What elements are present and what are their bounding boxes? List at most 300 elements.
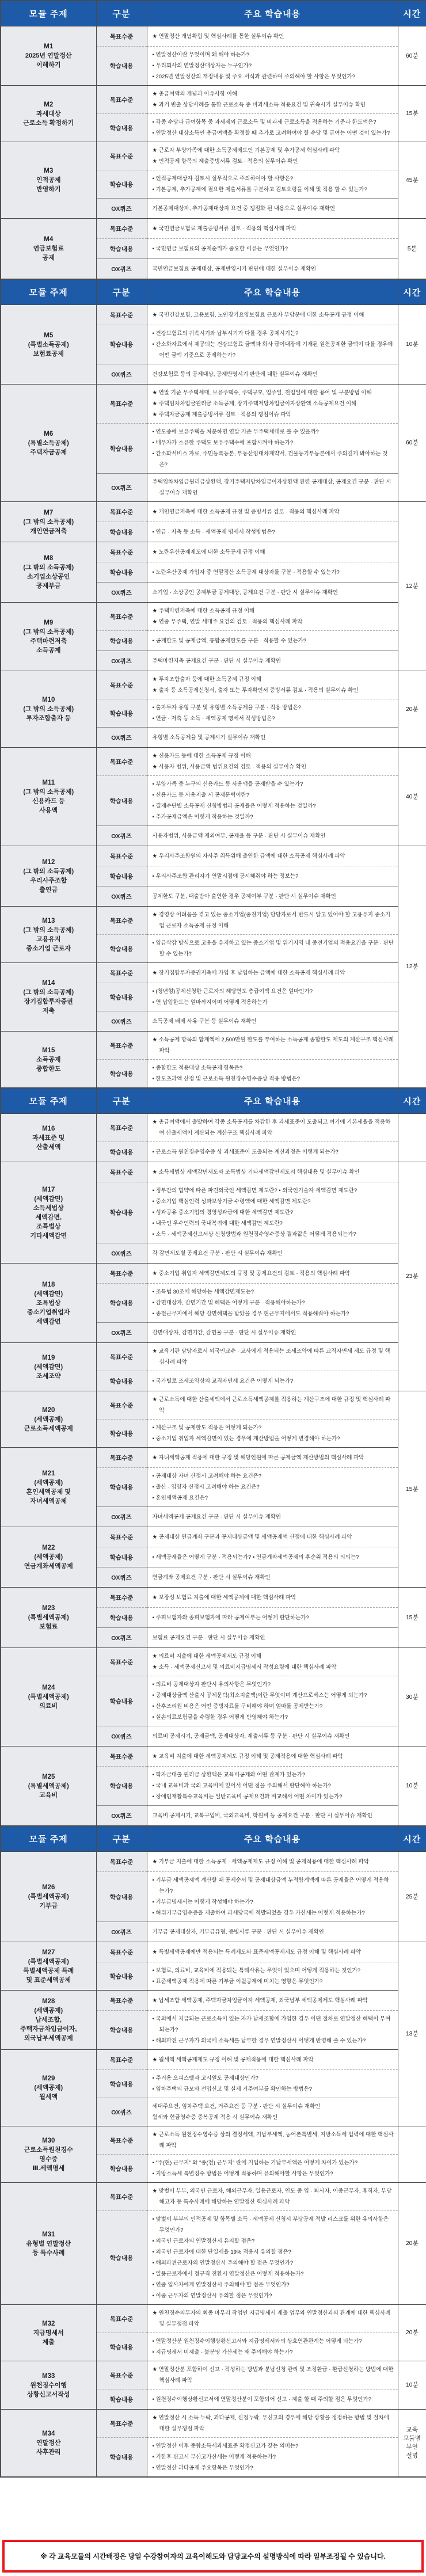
content-cell (147, 562, 398, 583)
time-line: 10분 (405, 341, 419, 348)
module-title-line: 제출 (42, 2338, 55, 2346)
module-title-line: (세액공제) (34, 1479, 63, 1486)
goal-line: ★ 과거 빈출 상담사례를 통한 근로소득 중 비과세소득 적용요건 및 귀속시기 실무이슈 확인 (152, 102, 366, 108)
content-cell (147, 2305, 398, 2333)
module-m3-row-goal (1, 142, 426, 170)
column-header-type: 구분 (96, 1, 147, 26)
module-title-line: 세액감면, (35, 1213, 62, 1221)
content-cell (147, 1726, 398, 1746)
row-type-cell: OX퀴즈 (96, 2098, 147, 2126)
row-type-cell: 학습내용 (96, 47, 147, 86)
module-title-line: 개인연금저축 (30, 527, 67, 535)
content-cell (147, 671, 398, 699)
content-cell (147, 474, 398, 502)
content-cell (147, 86, 398, 114)
module-title-cell-m15 (1, 1032, 96, 1089)
module-title-line: (그 밖의 소득공제) (23, 989, 74, 996)
module-title-cell-m21 (1, 1448, 96, 1527)
column-header-content: 주요 학습내용 (147, 1826, 398, 1852)
content-cell (147, 866, 398, 886)
module-title-line: 공제부금 (36, 583, 61, 589)
module-id: M13 (42, 917, 55, 924)
content-cell (147, 1806, 398, 1827)
module-title-line: 영수증 (39, 2155, 58, 2163)
module-title-cell-m26 (1, 1852, 96, 1942)
module-id: M18 (42, 1281, 55, 1288)
row-type-cell: 목표수준 (96, 2126, 147, 2155)
content-cell (147, 114, 398, 142)
content-cell (147, 2410, 398, 2438)
content-cell (147, 1114, 398, 1142)
goal-line: ★ 총급여액의 개념과 이슈사항 이해 (152, 91, 238, 97)
module-id: M9 (44, 619, 54, 626)
column-header-module: 모듈 주제 (1, 1, 96, 26)
module-title-line: 소득공제 (36, 1056, 61, 1063)
module-title-cell-m19 (1, 1343, 96, 1391)
content-cell (147, 2389, 398, 2410)
content-line: • “주(현) 근무지” 와 “종(전) 근무지” 란에 기입하는 기납부세액은 어떻게 차이가 있는가? (152, 2160, 358, 2166)
ox-line: 교육비 공제시기, 교복구입비, 국외교육비, 학원비 등 공제요건 구분 · 판단 시 실무이슈 재확인 (152, 1812, 372, 1819)
module-title-cell-m13 (1, 907, 96, 963)
content-line: • 연금 · 저축 등 소득 · 세액공제 명세서 작성방법은? (152, 716, 275, 722)
goal-line: ★ 총급여액에서 출발하여 각종 소득공제를 차감한 후 과세표준이 도출되고 여기에 기본세율을 적용하여 산출세액이 계산되는 계산구조 핵심사례 파악 (152, 1119, 391, 1136)
module-title-line: (특별소득공제) (28, 341, 69, 348)
content-cell (147, 26, 398, 47)
row-type-cell: 학습내용 (96, 1547, 147, 1567)
goal-line: ★ 납세조합 세액공제, 주택자금차입금이자 세액공제, 외국납부 세액공제제도 핵심사례 파악 (152, 1997, 368, 2004)
time-cell (398, 2410, 426, 2478)
module-m24-row-goal (1, 1648, 426, 1676)
goal-line: ★ 사용자 범위, 사용금액 범위요건의 검토 · 적용의 실무이슈 확인 (152, 764, 307, 770)
module-title-cell-m24 (1, 1648, 96, 1746)
module-id: M31 (42, 2231, 55, 2238)
module-title-line: 보험료 (39, 1623, 58, 1630)
time-line: 45분 (405, 176, 419, 184)
module-title-cell-m2 (1, 86, 96, 142)
module-id: M7 (44, 509, 54, 516)
column-header-time: 시간 (398, 279, 426, 305)
table-header-row-2 (1, 279, 426, 305)
row-type-cell: 학습내용 (96, 2070, 147, 2098)
content-cell (147, 47, 398, 86)
content-cell (147, 2183, 398, 2211)
content-line: • 조특법 30조에 해당하는 세액감면제도는? (152, 1289, 254, 1295)
module-m14-row-goal (1, 963, 426, 983)
module-title-cell-m5 (1, 305, 96, 385)
module-title-line: (그 밖의 소득공제) (23, 868, 74, 875)
module-title-line: (세액공제) (34, 2007, 63, 2014)
module-m12-row-goal (1, 846, 426, 866)
module-title-line: 지급명세서 (33, 2329, 64, 2337)
column-header-time: 시간 (398, 1088, 426, 1114)
module-id: M2 (44, 101, 54, 108)
module-m32-row-goal (1, 2305, 426, 2333)
content-line: • 주거용 오피스텔과 고시원도 공제대상인가? (152, 2075, 258, 2082)
row-type-cell: 학습내용 (96, 2438, 147, 2478)
content-line: • 근로소득 원천징수영수증 상 과세표준이 도출되는 계산과정은 어떻게 되는가? (152, 1148, 338, 1155)
content-cell (147, 2126, 398, 2155)
time-cell (398, 671, 426, 748)
module-title-cell-m23 (1, 1588, 96, 1648)
time-line: 10분 (405, 2381, 419, 2388)
time-cell (398, 142, 426, 219)
module-title-line: 우리사주조합 (30, 877, 67, 884)
row-type-cell: 학습내용 (96, 1676, 147, 1726)
row-type-cell: 목표수준 (96, 1746, 147, 1767)
content-cell (147, 364, 398, 385)
module-id: M1 (44, 43, 54, 50)
time-cell (398, 26, 426, 86)
goal-line: ★ 장기집합투자증권저축에 가입 후 납입하는 금액에 대한 소득공제 핵심사례 파악 (152, 969, 345, 976)
module-title-line: (그 밖의 소득공제) (23, 629, 74, 636)
module-id: M21 (42, 1470, 55, 1477)
time-line: 60분 (405, 52, 419, 59)
row-type-cell: 학습내용 (96, 699, 147, 728)
content-line: • 산후조리원 비용은 어떤 증빙자료를 구비해야 하며 얼마를 공제받는가? (152, 1703, 323, 1710)
content-cell (147, 603, 398, 631)
content-line: • 종합한도 적용대상 소득공제 항목은? (152, 1065, 243, 1071)
content-cell (147, 1872, 398, 1922)
module-title-line: (세액감면) (34, 1195, 63, 1203)
module-id: M32 (42, 2320, 55, 2327)
time-line: 15분 (405, 1485, 419, 1493)
content-line: • 기한후 신고시 무신고가산세는 어떻게 적용하는가? (152, 2454, 276, 2460)
module-id: M30 (42, 2137, 55, 2144)
content-line: • 장애인재활특수교육비는 일반교육비 공제요건과 비교해서 어떤 차이가 있는가? (152, 1794, 343, 1800)
content-line: • 임차주택의 규모와 전입신고 및 실제 거주여부를 확인하는 방법은? (152, 2086, 313, 2092)
module-title-line: 과세표준 및 (32, 1134, 65, 1141)
row-type-cell: 목표수준 (96, 1343, 147, 1371)
time-adjustment-note (2, 2540, 424, 2573)
module-id: M25 (42, 1773, 55, 1780)
module-title-line: (특별세액공제) (28, 1782, 69, 1790)
module-title-cell-m6 (1, 385, 96, 502)
content-cell (147, 583, 398, 603)
row-type-cell: 목표수준 (96, 1942, 147, 1962)
module-m2-row-goal (1, 86, 426, 114)
content-line: • 실손의료보험금을 수령한 경우 어떻게 반영해야 하는가? (152, 1714, 288, 1721)
content-line: • 연말정산 대상소득인 총급여액을 확정할 때 추가로 고려하여야 할 수당 및 급여는 어떤 것이 있는가? (152, 130, 390, 136)
content-line: • 학자금대출 원리금 상환액은 교육비공제와 어떤 관계가 있는가? (152, 1772, 306, 1778)
module-title-line: (그 밖의 소득공제) (23, 518, 74, 526)
time-cell (398, 748, 426, 846)
module-m22-row-goal (1, 1527, 426, 1547)
time-line: 60분 (405, 439, 419, 446)
content-cell (147, 1243, 398, 1264)
goal-line: ★ 연말정산 개념확립 및 핵심사례를 통한 실무이슈 확인 (152, 33, 284, 40)
ox-line: 국민연금보험료 공제대상, 공제반영시기 판단에 대한 실무이슈 재확인 (152, 265, 317, 272)
module-title-line: 종합한도 (36, 1065, 61, 1072)
module-id: M24 (42, 1684, 55, 1691)
goal-line: ★ 소득 · 세액공제신고서 및 의료비지급명세서 작성요령에 대한 핵심사례 파악 (152, 1664, 337, 1671)
goal-line: ★ 교육비 지출에 대한 세액공제제도 규정 이해 및 공제적용에 대한 핵심사례 파악 (152, 1753, 343, 1760)
content-line: • 공제한도 및 공제금액, 통합공제한도를 구분 · 적용할 수 있는가? (152, 637, 307, 644)
row-type-cell: 목표수준 (96, 603, 147, 631)
goal-line: ★ 연말정산분 포함하여 신고 · 작성하는 방법과 분납신청 관리 및 조정환급 · 환급신청하는 방법에 대한 핵심사례 파악 (152, 2366, 394, 2384)
content-cell (147, 983, 398, 1011)
row-type-cell: 목표수준 (96, 2183, 147, 2211)
row-type-cell: 목표수준 (96, 1527, 147, 1547)
module-title-line: 월세액 (39, 2094, 58, 2101)
module-m31-row-goal (1, 2183, 426, 2211)
content-line: • 보험료, 의료비, 교육비에 적용되는 특례사유는 무엇이 있으며 어떻게 적용하는 것인가? (152, 1968, 360, 1974)
content-line: • 국외에서 지급되는 근로소득이 있는 자가 납세조합에 가입한 경우 어떤 절차로 연말정산 혜택이 부여되는가? (152, 2016, 391, 2033)
ox-line: 연금계좌 공제요건 구분 · 판단 시 실무이슈 재확인 (152, 1574, 271, 1581)
module-title-line: 원천징수이행 (30, 2381, 67, 2389)
module-title-line: 조세조약 (36, 1372, 61, 1380)
time-line: 15분 (405, 110, 419, 117)
module-title-line: 산출세액 (36, 1143, 61, 1151)
row-type-cell: 목표수준 (96, 1588, 147, 1608)
goal-line: ★ 개인연금저축에 대한 소득공제 규정 및 증빙서류 검토 · 적용의 핵심사례 파악 (152, 508, 340, 515)
module-id: M27 (42, 1949, 55, 1956)
row-type-cell: 목표수준 (96, 1852, 147, 1872)
row-type-cell: 학습내용 (96, 776, 147, 826)
ox-line: 자녀세액공제 공제요건 구분 · 판단 시 실무이슈 재확인 (152, 1513, 282, 1520)
module-m7-row-goal (1, 502, 426, 522)
module-title-line: 투자조합출자 등 (26, 715, 71, 722)
content-cell (147, 1011, 398, 1032)
ox-line: 주택임차차입금원리금상환액, 장기주택저당차입금이자상환액 관련 공제대상, 공제요건 구분 · 판단 시 실무이슈 재확인 (152, 479, 391, 496)
row-type-cell: 목표수준 (96, 1648, 147, 1676)
content-line: • 종전근무지에서 해당 감면혜택을 받았을 경우 현근무지에서도 적용해줘야 하는가? (152, 1311, 349, 1317)
goal-line: ★ 보장성 보험료 지출에 대한 세액공제에 대한 핵심사례 파악 (152, 1594, 296, 1601)
row-type-cell: 학습내용 (96, 1371, 147, 1391)
content-cell (147, 1588, 398, 1608)
row-type-cell: 학습내용 (96, 1962, 147, 1991)
time-line: 교육 (406, 2426, 418, 2433)
ox-line: 건강보험료 등의 공제대상, 공제반영시기 판단에 대한 실무이슈 재확인 (152, 371, 318, 378)
row-type-cell: 목표수준 (96, 748, 147, 776)
time-line: 설명 (406, 2452, 418, 2459)
content-line: • 일용근로자에서 정규직 전환시 연말정산은 어떻게 적용하는가? (152, 2271, 304, 2277)
content-cell (147, 728, 398, 748)
module-title-line: 과세대상 (36, 110, 61, 117)
content-line: • 배우자가 소유한 주택도 보유주택수에 포함시켜야 하는가? (152, 440, 294, 446)
goal-line: ★ 노란우산공제제도에 대한 소득공제 규정 이해 (152, 549, 265, 555)
row-type-cell: 목표수준 (96, 1114, 147, 1142)
row-type-cell: OX퀴즈 (96, 364, 147, 385)
module-title-line: 2025년 연말정산 (25, 52, 72, 59)
module-title-cell-m27 (1, 1942, 96, 1991)
time-line: 12분 (405, 963, 419, 970)
goal-line: ★ 연말정산 시 소득 누락, 과다공제, 신청누락, 무신고의 경우에 해당 상황을 정정하는 방법 및 절차에 대한 실무쟁점 파악 (152, 2415, 389, 2432)
time-line: 10분 (405, 1782, 419, 1789)
goal-line: ★ 의료비 지출에 대한 세액공제제도 규정 이해 (152, 1653, 262, 1660)
time-cell (398, 305, 426, 385)
content-cell (147, 542, 398, 562)
content-cell (147, 1547, 398, 1567)
time-line: 25분 (405, 1893, 419, 1900)
row-type-cell: OX퀴즈 (96, 1806, 147, 1827)
module-title-cell-m33 (1, 2361, 96, 2410)
goal-line: ★ 중소기업 취업자 세액감면제도의 규정 및 공제요건의 검토 · 적용의 핵심사례 파악 (152, 1270, 351, 1277)
content-cell (147, 1468, 398, 1507)
content-line: • 한도초과액 산정 및 근로소득 원천징수영수증상 적용 방법은? (152, 1076, 301, 1082)
content-line: • 정부간의 협약에 따른 파견외국인 세액감면 제도란? • 외국인기술자 세액감면 제도란? (152, 1188, 357, 1194)
content-line: • 기본공제, 추가공제에 필요한 제출서류를 구분하고 검토요령을 이해 및 적용 할 수 있는가? (152, 187, 367, 193)
content-cell (147, 1942, 398, 1962)
goal-line: ★ 연중 무주택, 연말 세대주 요건의 검토 · 적용의 핵심사례 파악 (152, 619, 303, 625)
goal-line: ★ 기부금 지출에 대한 소득공제 · 세액공제제도 규정 이해 및 공제적용에 대한 핵심사례 파악 (152, 1858, 369, 1865)
module-title-cell-m34 (1, 2410, 96, 2478)
module-m15-row-goal (1, 1032, 426, 1060)
goal-line: ★ 소득세법상 세액감면제도와 조특법상 기타세액감면제도의 핵심내용 및 실무이슈 확인 (152, 1169, 360, 1175)
goal-line: ★ 주택자금공제 제출증빙서류 검토 · 적용의 쟁점이슈 파악 (152, 412, 291, 418)
content-line: • 해외파견 근무자가 외국에 소득세를 납부한 경우 연말정산시 어떻게 반영해 줄 수 있는가? (152, 2038, 366, 2044)
content-line: • 표준세액공제 적용에 따른 기부금 이월공제에 미치는 영향은 무엇인가? (152, 1978, 323, 1985)
content-line: • 연말정산 과다공제 주요항목은 무엇인가? (152, 2465, 253, 2471)
content-line: • 기부금 세액공제액 계산할 때 공제순서 및 공제대상금액 누적합계액에 따른 공제율은 어떻게 적용하는가? (152, 1877, 389, 1894)
row-type-cell: OX퀴즈 (96, 199, 147, 219)
content-cell (147, 846, 398, 866)
row-type-cell: 목표수준 (96, 142, 147, 170)
content-cell (147, 1567, 398, 1588)
goal-line: ★ 교육기관 담당자로서 외국인교수 · 교사에게 적용되는 조세조약에 따른 교직자면세 제도 규정 및 핵심사례 파악 (152, 1348, 390, 1365)
row-type-cell: 학습내용 (96, 522, 147, 542)
goal-line: ★ 원천징수의무자의 최종 마무리 작업인 지급명세서 제출 업무와 연말정산과의 관계에 대한 핵심사례 및 실무쟁점 파악 (152, 2310, 391, 2327)
row-type-cell: 학습내용 (96, 2211, 147, 2305)
content-cell (147, 1264, 398, 1284)
module-title-line: 소기업소상공인 (27, 573, 70, 580)
module-title-line: 조특법상 (36, 1223, 61, 1230)
content-cell (147, 699, 398, 728)
content-line: • 국내 교육비과 국외 교육비에 있어서 어떤 점을 주의해서 판단해야 하는가? (152, 1783, 331, 1789)
content-line: • 출자투자 유형 구분 및 유형별 소득공제율 구분 · 적용 방법은? (152, 705, 301, 711)
content-cell (147, 1922, 398, 1942)
time-line: 20분 (405, 2240, 419, 2247)
content-cell (147, 1991, 398, 2011)
row-type-cell: OX퀴즈 (96, 583, 147, 603)
time-cell (398, 1391, 426, 1588)
content-cell (147, 1420, 398, 1448)
column-header-type: 구분 (96, 279, 147, 305)
time-line: 20분 (405, 2329, 419, 2336)
module-title-line: (그 밖의 소득공제) (23, 789, 74, 796)
module-title-cell-m31 (1, 2183, 96, 2305)
module-id: M15 (42, 1047, 55, 1054)
row-type-cell: 학습내용 (96, 866, 147, 886)
column-header-module: 모듈 주제 (1, 279, 96, 305)
row-type-cell: 목표수준 (96, 1264, 147, 1284)
content-line: • 계산구조 및 공제한도 적용은 어떻게 되는가? (152, 1425, 262, 1431)
module-m17-row-goal (1, 1162, 426, 1182)
module-title-line: 장기집합투자증권 (24, 998, 73, 1005)
module-title-cell-m22 (1, 1527, 96, 1588)
time-cell (398, 2361, 426, 2410)
row-type-cell: 목표수준 (96, 2361, 147, 2389)
content-cell (147, 748, 398, 776)
row-type-cell: OX퀴즈 (96, 826, 147, 846)
content-line: • 공제대상금액 산출시 공제문턱(최소지출액)이란 무엇이며 계산프로세스는 어떻게 되는가? (152, 1692, 367, 1699)
time-line: 부연 (406, 2444, 418, 2451)
row-type-cell: 목표수준 (96, 26, 147, 47)
content-line: • 국가별로 조세조약상의 교직자면세 요건은 어떻게 되는가? (152, 1378, 294, 1384)
module-m20-row-goal (1, 1391, 426, 1420)
content-cell (147, 170, 398, 199)
row-type-cell: 학습내용 (96, 424, 147, 474)
content-cell (147, 424, 398, 474)
module-title-cell-m14 (1, 963, 96, 1032)
content-line: • 맞벌이 부부의 인적공제 및 항목별 소득 · 세액공제 신청시 부당공제 적발 리스크를 위한 유의사항은 무엇인가? (152, 2216, 389, 2233)
module-title-cell-m9 (1, 603, 96, 671)
content-cell (147, 631, 398, 651)
module-title-cell-m32 (1, 2305, 96, 2361)
module-id: M16 (42, 1125, 55, 1132)
module-title-line: 소득공제 (36, 647, 61, 654)
goal-line: ★ 월세액 세액공제제도 규정 이해 및 공제적용에 대한 핵심사례 파악 (152, 2056, 314, 2063)
content-cell (147, 2361, 398, 2389)
content-cell (147, 2070, 398, 2098)
module-title-line: 연말정산 (36, 2440, 61, 2446)
ox-line: 세대주요건, 임차주택 요건, 거주요건 등 구분 · 판단 시 실무이슈 재확인 (152, 2103, 321, 2110)
content-cell (147, 2011, 398, 2050)
row-type-cell: OX퀴즈 (96, 728, 147, 748)
row-type-cell: 학습내용 (96, 2389, 147, 2410)
content-cell (147, 826, 398, 846)
row-type-cell: 학습내용 (96, 2011, 147, 2050)
content-cell (147, 1162, 398, 1182)
column-header-type: 구분 (96, 1826, 147, 1852)
module-title-cell-m30 (1, 2126, 96, 2183)
row-type-cell: 학습내용 (96, 1284, 147, 1323)
goal-line: ★ 소득공제 항목의 합계액에 2,500만원 한도를 부여하는 소득공제 종합한도 제도의 계산구조 핵심사례 파악 (152, 1037, 394, 1054)
module-title-line: 공제 (42, 254, 55, 261)
content-line: • 중소기업 핵심인력 성과보상기금 수령액에 대한 세액감면 제도란? (152, 1198, 311, 1205)
module-title-line: 소득세법상 (33, 1204, 64, 1212)
module-title-line: 주택자금차입금이자, (20, 2026, 77, 2033)
content-cell (147, 239, 398, 259)
module-id: M3 (44, 168, 54, 174)
module-id: M17 (42, 1186, 55, 1193)
goal-line: ★ 특별세액공제에만 적용되는 특례제도와 표준세액공제제도 규정 이해 및 핵심사례 파악 (152, 1949, 362, 1955)
row-type-cell: 학습내용 (96, 1767, 147, 1806)
content-line: • 소득 · 세액공제신고서상 신청방법과 원천징수영수증상 결과값은 어떻게 적용되는가? (152, 1231, 356, 1238)
content-cell (147, 259, 398, 280)
content-line: • 간소화자료에서 제공되는 건강보험료 금액과 회사 급여대장에 기재된 원천공제한 금액이 다를 경우에 어떤 금액 기준으로 공제하는가? (152, 341, 393, 359)
row-type-cell: 목표수준 (96, 385, 147, 424)
time-line: 12분 (405, 583, 419, 589)
module-title-cell-m25 (1, 1746, 96, 1827)
goal-line: ★ 투자조합출자 등에 대한 소득공제 규정 이해 (152, 676, 262, 683)
module-m30-row-goal (1, 2126, 426, 2155)
content-line: • 각종 수당과 급여항목 중 과세제외 근로소득 및 비과세 근로소득을 적용하는 기준과 한도액은? (152, 119, 376, 125)
content-cell (147, 1323, 398, 1343)
time-cell (398, 385, 426, 502)
content-line: • 출산 · 입양자 산정시 고려해야 하는 요건은? (152, 1484, 260, 1490)
content-cell (147, 522, 398, 542)
content-cell (147, 1391, 398, 1420)
content-line: • 의료비 공제대상자 판단시 유의사항은 무엇인가? (152, 1681, 271, 1688)
module-title-cell-m28 (1, 1991, 96, 2050)
content-cell (147, 1648, 398, 1676)
content-cell (147, 325, 398, 364)
module-title-line: (세액감면) (34, 1290, 63, 1297)
content-cell (147, 2333, 398, 2361)
module-id: M4 (44, 236, 54, 243)
module-m34-row-goal (1, 2410, 426, 2438)
content-line: • 원천징수이행상황신고서에 연말정산분이 포함되어 신고 · 제출 할 때 주의할 점은 무엇인가? (152, 2396, 371, 2403)
row-type-cell: 학습내용 (96, 239, 147, 259)
row-type-cell: OX퀴즈 (96, 1922, 147, 1942)
module-m16-row-goal (1, 1114, 426, 1142)
module-title-cell-m8 (1, 542, 96, 603)
module-id: M14 (42, 980, 55, 987)
module-title-line: 근로소득 확정하기 (23, 119, 74, 127)
goal-line: ★ 근로자 부양가족에 대한 소득공제제도인 기본공제 및 추가공제 핵심사례 파악 (152, 147, 340, 154)
table-header-row-1 (1, 1, 426, 26)
module-title-line: (세액공제) (34, 1416, 63, 1423)
